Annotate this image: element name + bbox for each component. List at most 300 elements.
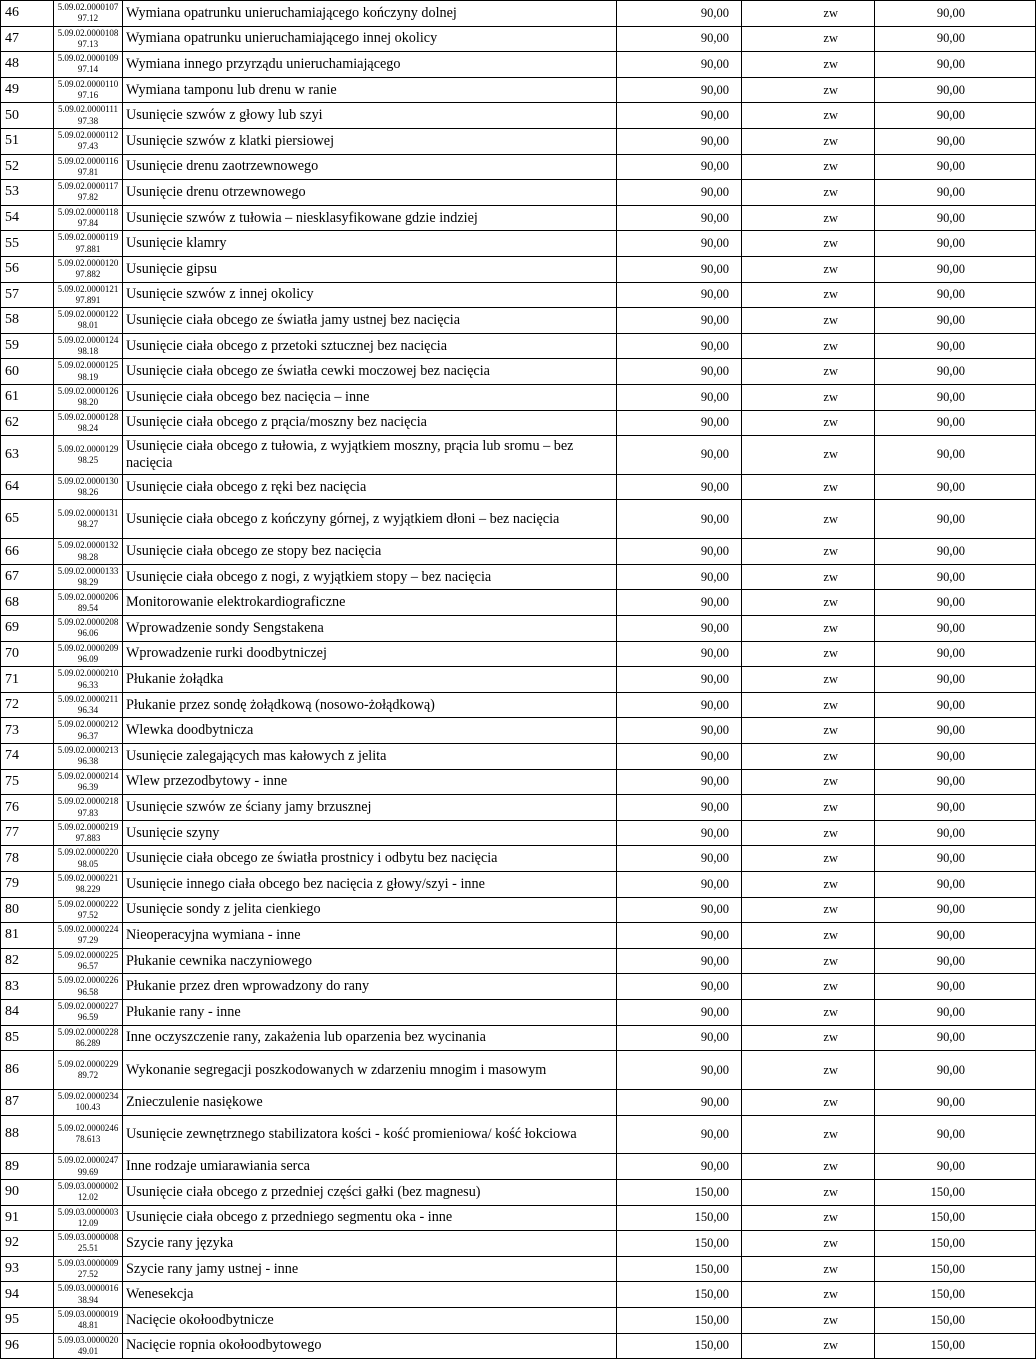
table-row (1, 667, 1036, 693)
net-price: 90,00 (617, 897, 742, 923)
vat-rate: zw (742, 359, 875, 385)
net-price: 90,00 (617, 923, 742, 949)
procedure-name: Wprowadzenie rurki doodbytniczej (123, 641, 617, 667)
procedure-code-cell (54, 1282, 123, 1308)
procedure-code-cell (54, 384, 123, 410)
table-row (1, 769, 1036, 795)
icd9-code: 97.882 (75, 269, 101, 280)
row-number: 87 (1, 1089, 54, 1115)
procedure-code-cell (54, 999, 123, 1025)
procedure-code-cell (54, 1205, 123, 1231)
icd9-code: 96.37 (77, 730, 99, 741)
net-price: 90,00 (617, 999, 742, 1025)
procedure-name: Płukanie rany - inne (123, 999, 617, 1025)
row-number: 70 (1, 641, 54, 667)
procedure-code-cell (54, 1154, 123, 1180)
vat-rate: zw (742, 205, 875, 231)
table-row (1, 384, 1036, 410)
vat-rate: zw (742, 436, 875, 475)
row-number: 63 (1, 436, 54, 475)
gross-price: 90,00 (875, 436, 1036, 475)
procedure-code-cell (54, 974, 123, 1000)
vat-rate: zw (742, 564, 875, 590)
table-row (1, 539, 1036, 565)
table-row (1, 205, 1036, 231)
service-code: 5.09.02.0000128 (57, 411, 119, 422)
gross-price: 90,00 (875, 616, 1036, 642)
vat-rate: zw (742, 308, 875, 334)
gross-price: 90,00 (875, 282, 1036, 308)
service-code: 5.09.02.0000209 (57, 642, 119, 653)
procedure-name: Wymiana innego przyrządu unieruchamiającego (123, 52, 617, 78)
procedure-code-cell (54, 1231, 123, 1257)
procedure-name: Usunięcie ciała obcego ze światła cewki moczowej bez nacięcia (123, 359, 617, 385)
icd9-code: 96.06 (77, 628, 99, 639)
table-row (1, 1282, 1036, 1308)
vat-rate: zw (742, 474, 875, 500)
vat-rate: zw (742, 590, 875, 616)
table-row (1, 26, 1036, 52)
table-row (1, 1333, 1036, 1359)
procedure-name: Usunięcie szwów z klatki piersiowej (123, 128, 617, 154)
service-code: 5.09.02.0000133 (57, 565, 119, 576)
service-code: 5.09.02.0000211 (57, 693, 119, 704)
net-price: 150,00 (617, 1179, 742, 1205)
vat-rate: zw (742, 718, 875, 744)
procedure-name: Wenesekcja (123, 1282, 617, 1308)
row-number: 68 (1, 590, 54, 616)
gross-price: 90,00 (875, 564, 1036, 590)
net-price: 90,00 (617, 641, 742, 667)
icd9-code: 12.02 (77, 1192, 99, 1203)
procedure-code-cell (54, 103, 123, 129)
table-row (1, 718, 1036, 744)
price-list-body (1, 1, 1036, 1359)
row-number: 93 (1, 1256, 54, 1282)
row-number: 90 (1, 1179, 54, 1205)
icd9-code: 97.891 (75, 294, 101, 305)
icd9-code: 100.43 (75, 1102, 101, 1113)
gross-price: 90,00 (875, 769, 1036, 795)
table-row (1, 359, 1036, 385)
vat-rate: zw (742, 923, 875, 949)
icd9-code: 98.18 (77, 346, 99, 357)
icd9-code: 97.43 (77, 141, 99, 152)
net-price: 90,00 (617, 1051, 742, 1090)
service-code: 5.09.02.0000110 (57, 78, 119, 89)
gross-price: 90,00 (875, 1025, 1036, 1051)
service-code: 5.09.02.0000107 (57, 2, 119, 13)
procedure-name: Inne oczyszczenie rany, zakażenia lub oparzenia bez wycinania (123, 1025, 617, 1051)
vat-rate: zw (742, 154, 875, 180)
row-number: 76 (1, 795, 54, 821)
net-price: 90,00 (617, 180, 742, 206)
service-code: 5.09.02.0000119 (57, 232, 119, 243)
service-code: 5.09.02.0000219 (57, 821, 119, 832)
service-code: 5.09.02.0000130 (57, 475, 119, 486)
procedure-code-cell (54, 500, 123, 539)
icd9-code: 97.883 (75, 833, 101, 844)
gross-price: 150,00 (875, 1179, 1036, 1205)
procedure-code-cell (54, 1051, 123, 1090)
procedure-name: Szycie rany jamy ustnej - inne (123, 1256, 617, 1282)
net-price: 90,00 (617, 308, 742, 334)
procedure-code-cell (54, 474, 123, 500)
vat-rate: zw (742, 410, 875, 436)
vat-rate: zw (742, 948, 875, 974)
gross-price: 90,00 (875, 474, 1036, 500)
procedure-code-cell (54, 154, 123, 180)
icd9-code: 38.94 (77, 1294, 99, 1305)
net-price: 90,00 (617, 282, 742, 308)
procedure-name: Usunięcie gipsu (123, 256, 617, 282)
net-price: 90,00 (617, 795, 742, 821)
net-price: 90,00 (617, 205, 742, 231)
table-row (1, 103, 1036, 129)
gross-price: 150,00 (875, 1307, 1036, 1333)
gross-price: 90,00 (875, 744, 1036, 770)
gross-price: 150,00 (875, 1205, 1036, 1231)
procedure-code-cell (54, 795, 123, 821)
icd9-code: 86.289 (75, 1037, 101, 1048)
table-row (1, 231, 1036, 257)
procedure-code-cell (54, 26, 123, 52)
vat-rate: zw (742, 539, 875, 565)
procedure-name: Płukanie przez dren wprowadzony do rany (123, 974, 617, 1000)
vat-rate: zw (742, 999, 875, 1025)
net-price: 150,00 (617, 1307, 742, 1333)
gross-price: 90,00 (875, 1051, 1036, 1090)
icd9-code: 98.27 (77, 519, 99, 530)
vat-rate: zw (742, 1307, 875, 1333)
net-price: 90,00 (617, 1025, 742, 1051)
procedure-name: Nacięcie okołoodbytnicze (123, 1307, 617, 1333)
icd9-code: 97.84 (77, 218, 99, 229)
service-code: 5.09.03.0000002 (57, 1180, 119, 1191)
icd9-code: 25.51 (77, 1243, 99, 1254)
vat-rate: zw (742, 1333, 875, 1359)
gross-price: 90,00 (875, 52, 1036, 78)
row-number: 64 (1, 474, 54, 500)
gross-price: 90,00 (875, 1089, 1036, 1115)
icd9-code: 98.229 (75, 884, 101, 895)
procedure-code-cell (54, 180, 123, 206)
vat-rate: zw (742, 1, 875, 27)
vat-rate: zw (742, 820, 875, 846)
procedure-name: Usunięcie ciała obcego z nogi, z wyjątkiem stopy – bez nacięcia (123, 564, 617, 590)
row-number: 81 (1, 923, 54, 949)
procedure-name: Usunięcie drenu otrzewnowego (123, 180, 617, 206)
row-number: 78 (1, 846, 54, 872)
net-price: 150,00 (617, 1231, 742, 1257)
procedure-code-cell (54, 308, 123, 334)
icd9-code: 48.81 (77, 1320, 99, 1331)
service-code: 5.09.03.0000016 (57, 1283, 119, 1294)
procedure-code-cell (54, 1089, 123, 1115)
net-price: 90,00 (617, 820, 742, 846)
row-number: 91 (1, 1205, 54, 1231)
procedure-code-cell (54, 897, 123, 923)
net-price: 90,00 (617, 872, 742, 898)
gross-price: 90,00 (875, 948, 1036, 974)
procedure-name: Usunięcie ciała obcego z tułowia, z wyjątkiem moszny, prącia lub sromu – bez nacięcia (123, 436, 617, 475)
net-price: 90,00 (617, 667, 742, 693)
icd9-code: 96.59 (77, 1012, 99, 1023)
icd9-code: 97.52 (77, 909, 99, 920)
service-code: 5.09.02.0000213 (57, 745, 119, 756)
service-code: 5.09.02.0000126 (57, 385, 119, 396)
net-price: 90,00 (617, 333, 742, 359)
procedure-name: Usunięcie sondy z jelita cienkiego (123, 897, 617, 923)
table-row (1, 999, 1036, 1025)
service-code: 5.09.02.0000125 (57, 360, 119, 371)
procedure-code-cell (54, 744, 123, 770)
vat-rate: zw (742, 1205, 875, 1231)
gross-price: 90,00 (875, 128, 1036, 154)
gross-price: 90,00 (875, 26, 1036, 52)
procedure-name: Płukanie przez sondę żołądkową (nosowo-żołądkową) (123, 692, 617, 718)
procedure-name: Wymiana tamponu lub drenu w ranie (123, 77, 617, 103)
row-number: 73 (1, 718, 54, 744)
procedure-name: Usunięcie ciała obcego bez nacięcia – inne (123, 384, 617, 410)
service-code: 5.09.02.0000118 (57, 206, 119, 217)
procedure-name: Usunięcie szwów z tułowia – niesklasyfikowane gdzie indziej (123, 205, 617, 231)
gross-price: 90,00 (875, 1154, 1036, 1180)
procedure-name: Szycie rany języka (123, 1231, 617, 1257)
service-code: 5.09.02.0000226 (57, 975, 119, 986)
row-number: 46 (1, 1, 54, 27)
icd9-code: 97.16 (77, 90, 99, 101)
row-number: 84 (1, 999, 54, 1025)
row-number: 56 (1, 256, 54, 282)
net-price: 90,00 (617, 500, 742, 539)
table-row (1, 308, 1036, 334)
service-code: 5.09.03.0000020 (57, 1334, 119, 1345)
service-code: 5.09.03.0000008 (57, 1232, 119, 1243)
net-price: 90,00 (617, 846, 742, 872)
icd9-code: 97.38 (77, 115, 99, 126)
net-price: 150,00 (617, 1256, 742, 1282)
procedure-name: Usunięcie ciała obcego z kończyny górnej, z wyjątkiem dłoni – bez nacięcia (123, 500, 617, 539)
icd9-code: 97.881 (75, 243, 101, 254)
service-code: 5.09.02.0000112 (57, 130, 119, 141)
procedure-code-cell (54, 564, 123, 590)
net-price: 90,00 (617, 616, 742, 642)
service-code: 5.09.02.0000208 (57, 617, 119, 628)
icd9-code: 98.24 (77, 422, 99, 433)
vat-rate: zw (742, 769, 875, 795)
service-code: 5.09.02.0000122 (57, 309, 119, 320)
vat-rate: zw (742, 128, 875, 154)
procedure-code-cell (54, 616, 123, 642)
service-code: 5.09.02.0000234 (57, 1091, 119, 1101)
procedure-code-cell (54, 667, 123, 693)
gross-price: 90,00 (875, 205, 1036, 231)
table-row (1, 1, 1036, 27)
vat-rate: zw (742, 282, 875, 308)
vat-rate: zw (742, 846, 875, 872)
vat-rate: zw (742, 26, 875, 52)
icd9-code: 96.09 (77, 653, 99, 664)
icd9-code: 97.12 (77, 13, 99, 24)
gross-price: 90,00 (875, 667, 1036, 693)
net-price: 90,00 (617, 231, 742, 257)
net-price: 90,00 (617, 384, 742, 410)
procedure-code-cell (54, 205, 123, 231)
service-code: 5.09.02.0000225 (57, 949, 119, 960)
net-price: 90,00 (617, 103, 742, 129)
procedure-code-cell (54, 641, 123, 667)
row-number: 58 (1, 308, 54, 334)
table-row (1, 846, 1036, 872)
row-number: 71 (1, 667, 54, 693)
vat-rate: zw (742, 333, 875, 359)
vat-rate: zw (742, 641, 875, 667)
icd9-code: 98.28 (77, 551, 99, 562)
gross-price: 150,00 (875, 1333, 1036, 1359)
vat-rate: zw (742, 103, 875, 129)
procedure-name: Usunięcie zalegających mas kałowych z jelita (123, 744, 617, 770)
row-number: 57 (1, 282, 54, 308)
icd9-code: 98.26 (77, 487, 99, 498)
table-row (1, 795, 1036, 821)
gross-price: 90,00 (875, 820, 1036, 846)
icd9-code: 97.83 (77, 807, 99, 818)
row-number: 69 (1, 616, 54, 642)
icd9-code: 78.613 (75, 1134, 101, 1145)
table-row (1, 1025, 1036, 1051)
table-row (1, 1179, 1036, 1205)
service-code: 5.09.03.0000003 (57, 1206, 119, 1217)
procedure-name: Monitorowanie elektrokardiograficzne (123, 590, 617, 616)
table-row (1, 474, 1036, 500)
procedure-code-cell (54, 820, 123, 846)
procedure-name: Wymiana opatrunku unieruchamiającego innej okolicy (123, 26, 617, 52)
table-row (1, 1307, 1036, 1333)
icd9-code: 97.82 (77, 192, 99, 203)
table-row (1, 333, 1036, 359)
gross-price: 90,00 (875, 359, 1036, 385)
icd9-code: 98.19 (77, 371, 99, 382)
row-number: 79 (1, 872, 54, 898)
vat-rate: zw (742, 1231, 875, 1257)
vat-rate: zw (742, 1154, 875, 1180)
net-price: 90,00 (617, 256, 742, 282)
icd9-code: 96.34 (77, 705, 99, 716)
procedure-code-cell (54, 718, 123, 744)
icd9-code: 96.57 (77, 961, 99, 972)
procedure-code-cell (54, 359, 123, 385)
procedure-code-cell (54, 846, 123, 872)
gross-price: 90,00 (875, 923, 1036, 949)
icd9-code: 97.81 (77, 166, 99, 177)
icd9-code: 96.58 (77, 986, 99, 997)
row-number: 96 (1, 1333, 54, 1359)
row-number: 67 (1, 564, 54, 590)
vat-rate: zw (742, 1256, 875, 1282)
service-code: 5.09.02.0000116 (57, 155, 119, 166)
table-row (1, 52, 1036, 78)
service-code: 5.09.02.0000224 (57, 924, 119, 935)
procedure-name: Nieoperacyjna wymiana - inne (123, 923, 617, 949)
procedure-name: Usunięcie ciała obcego ze stopy bez nacięcia (123, 539, 617, 565)
table-row (1, 1205, 1036, 1231)
service-code: 5.09.02.0000214 (57, 770, 119, 781)
gross-price: 90,00 (875, 795, 1036, 821)
procedure-code-cell (54, 948, 123, 974)
vat-rate: zw (742, 1115, 875, 1154)
service-code: 5.09.02.0000229 (57, 1058, 119, 1069)
vat-rate: zw (742, 897, 875, 923)
gross-price: 90,00 (875, 500, 1036, 539)
service-code: 5.09.02.0000132 (57, 540, 119, 551)
table-row (1, 1051, 1036, 1090)
net-price: 90,00 (617, 26, 742, 52)
procedure-code-cell (54, 1115, 123, 1154)
net-price: 90,00 (617, 436, 742, 475)
gross-price: 90,00 (875, 974, 1036, 1000)
table-row (1, 872, 1036, 898)
service-code: 5.09.02.0000108 (57, 27, 119, 38)
net-price: 90,00 (617, 77, 742, 103)
vat-rate: zw (742, 77, 875, 103)
icd9-code: 27.52 (77, 1269, 99, 1280)
vat-rate: zw (742, 500, 875, 539)
service-code: 5.09.02.0000247 (57, 1155, 119, 1166)
table-row (1, 692, 1036, 718)
row-number: 61 (1, 384, 54, 410)
service-code: 5.09.02.0000206 (57, 591, 119, 602)
table-row (1, 923, 1036, 949)
vat-rate: zw (742, 1179, 875, 1205)
vat-rate: zw (742, 1282, 875, 1308)
procedure-name: Usunięcie ciała obcego ze światła jamy ustnej bez nacięcia (123, 308, 617, 334)
vat-rate: zw (742, 384, 875, 410)
row-number: 52 (1, 154, 54, 180)
service-code: 5.09.02.0000121 (57, 283, 119, 294)
gross-price: 90,00 (875, 256, 1036, 282)
procedure-name: Nacięcie ropnia okołoodbytowego (123, 1333, 617, 1359)
gross-price: 150,00 (875, 1231, 1036, 1257)
row-number: 65 (1, 500, 54, 539)
icd9-code: 98.25 (77, 454, 99, 465)
procedure-code-cell (54, 77, 123, 103)
procedure-code-cell (54, 1333, 123, 1359)
service-code: 5.09.03.0000019 (57, 1308, 119, 1319)
table-row (1, 256, 1036, 282)
vat-rate: zw (742, 616, 875, 642)
table-row (1, 1115, 1036, 1154)
procedure-code-cell (54, 1, 123, 27)
gross-price: 90,00 (875, 103, 1036, 129)
gross-price: 90,00 (875, 1, 1036, 27)
gross-price: 90,00 (875, 897, 1036, 923)
net-price: 90,00 (617, 718, 742, 744)
net-price: 90,00 (617, 590, 742, 616)
gross-price: 90,00 (875, 846, 1036, 872)
procedure-code-cell (54, 256, 123, 282)
vat-rate: zw (742, 1051, 875, 1090)
procedure-code-cell (54, 872, 123, 898)
procedure-name: Usunięcie drenu zaotrzewnowego (123, 154, 617, 180)
net-price: 150,00 (617, 1333, 742, 1359)
table-row (1, 410, 1036, 436)
table-row (1, 500, 1036, 539)
vat-rate: zw (742, 1089, 875, 1115)
gross-price: 90,00 (875, 590, 1036, 616)
icd9-code: 97.13 (77, 38, 99, 49)
procedure-code-cell (54, 52, 123, 78)
